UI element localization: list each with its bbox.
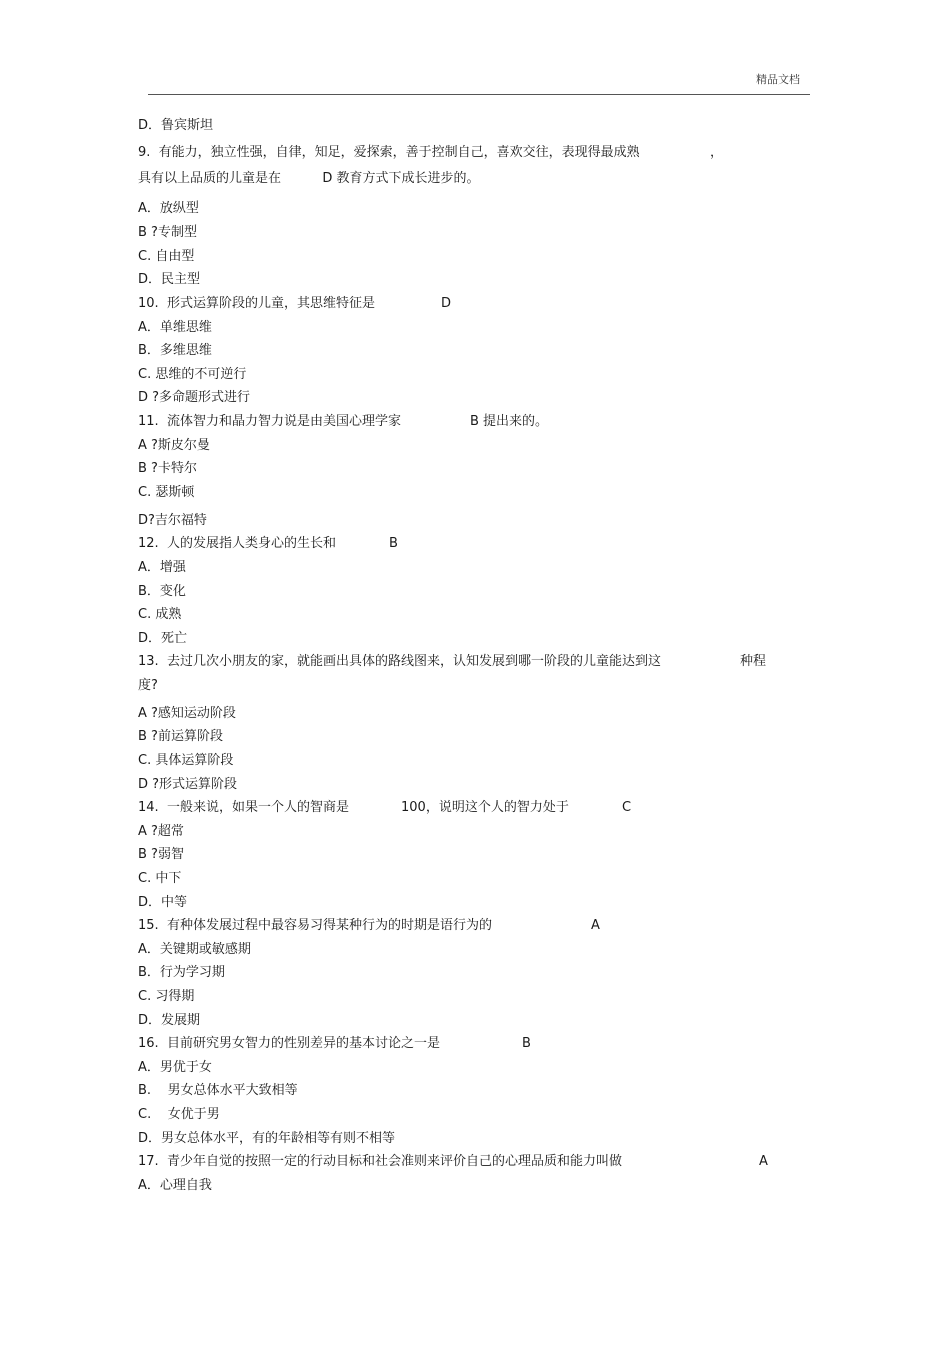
text-line: D．鲁宾斯坦 bbox=[138, 118, 214, 133]
text-line: C. 习得期 bbox=[138, 989, 195, 1004]
text-line: 15. 有种体发展过程中最容易习得某种行为的时期是语行为的 bbox=[138, 918, 492, 933]
text-line: 16. 目前研究男女智力的性别差异的基本讨论之一是 bbox=[138, 1036, 440, 1051]
text-line: D?吉尔福特 bbox=[138, 513, 207, 528]
text-line: B ?专制型 bbox=[138, 225, 197, 240]
text-line: B ?前运算阶段 bbox=[138, 729, 223, 744]
text-line: B. 男女总体水平大致相等 bbox=[138, 1083, 298, 1098]
answer-text: 种程 bbox=[740, 654, 767, 669]
text-line: 10. 形式运算阶段的儿童，其思维特征是 bbox=[138, 296, 375, 311]
text-line: D．民主型 bbox=[138, 272, 201, 287]
text-line: A．男优于女 bbox=[138, 1060, 212, 1075]
text-line: 12. 人的发展指人类身心的生长和 bbox=[138, 536, 336, 551]
text-line: D．死亡 bbox=[138, 631, 188, 646]
header-label: 精品文档 bbox=[756, 73, 800, 86]
header-divider bbox=[148, 94, 810, 95]
text-line: A ?超常 bbox=[138, 824, 184, 839]
text-line: B．变化 bbox=[138, 584, 186, 599]
text-line: D ?多命题形式进行 bbox=[138, 390, 251, 405]
answer-text: B bbox=[389, 536, 398, 551]
text-line: A．放纵型 bbox=[138, 201, 199, 216]
text-line: C. 思维的不可逆行 bbox=[138, 367, 247, 382]
text-line: C. 成熟 bbox=[138, 607, 182, 622]
text-line: 度? bbox=[138, 678, 158, 693]
answer-text: A bbox=[759, 1154, 768, 1169]
text-line: 具有以上品质的儿童是在 D 教育方式下成长进步的。 bbox=[138, 171, 480, 186]
text-line: C. 女优于男 bbox=[138, 1107, 220, 1122]
text-line: C. 瑟斯顿 bbox=[138, 485, 195, 500]
text-line: 14. 一般来说，如果一个人的智商是 bbox=[138, 800, 349, 815]
text-line: 13. 去过几次小朋友的家，就能画出具体的路线图来，认知发展到哪一阶段的儿童能达到这 bbox=[138, 654, 661, 669]
text-line: C. 自由型 bbox=[138, 249, 195, 264]
text-line: D ?形式运算阶段 bbox=[138, 777, 238, 792]
text-line: B．行为学习期 bbox=[138, 965, 225, 980]
answer-text: ， bbox=[710, 145, 724, 160]
text-line: A ?斯皮尔曼 bbox=[138, 438, 210, 453]
text-line: C. 中下 bbox=[138, 871, 182, 886]
answer-text: A bbox=[591, 918, 600, 933]
text-line: A．心理自我 bbox=[138, 1178, 212, 1193]
answer-text: 100，说明这个人的智力处于 bbox=[401, 800, 569, 815]
text-line: C. 具体运算阶段 bbox=[138, 753, 234, 768]
text-line: A．关键期或敏感期 bbox=[138, 942, 251, 957]
answer-text: B 提出来的。 bbox=[470, 414, 549, 429]
text-line: D．中等 bbox=[138, 895, 188, 910]
text-line: 9. 有能力，独立性强，自律，知足，爱探索，善于控制自己，喜欢交往，表现得最成熟 bbox=[138, 145, 640, 160]
answer-text: C bbox=[622, 800, 632, 815]
text-line: B ?弱智 bbox=[138, 847, 184, 862]
text-line: A ?感知运动阶段 bbox=[138, 706, 236, 721]
answer-text: B bbox=[522, 1036, 531, 1051]
text-line: A．增强 bbox=[138, 560, 186, 575]
text-line: 11. 流体智力和晶力智力说是由美国心理学家 bbox=[138, 414, 401, 429]
text-line: 17. 青少年自觉的按照一定的行动目标和社会准则来评价自己的心理品质和能力叫做 bbox=[138, 1154, 622, 1169]
text-line: A．单维思维 bbox=[138, 320, 212, 335]
answer-text: D bbox=[441, 296, 452, 311]
text-line: D．男女总体水平，有的年龄相等有则不相等 bbox=[138, 1131, 396, 1146]
text-line: B ?卡特尔 bbox=[138, 461, 197, 476]
text-line: B．多维思维 bbox=[138, 343, 212, 358]
text-line: D．发展期 bbox=[138, 1013, 201, 1028]
